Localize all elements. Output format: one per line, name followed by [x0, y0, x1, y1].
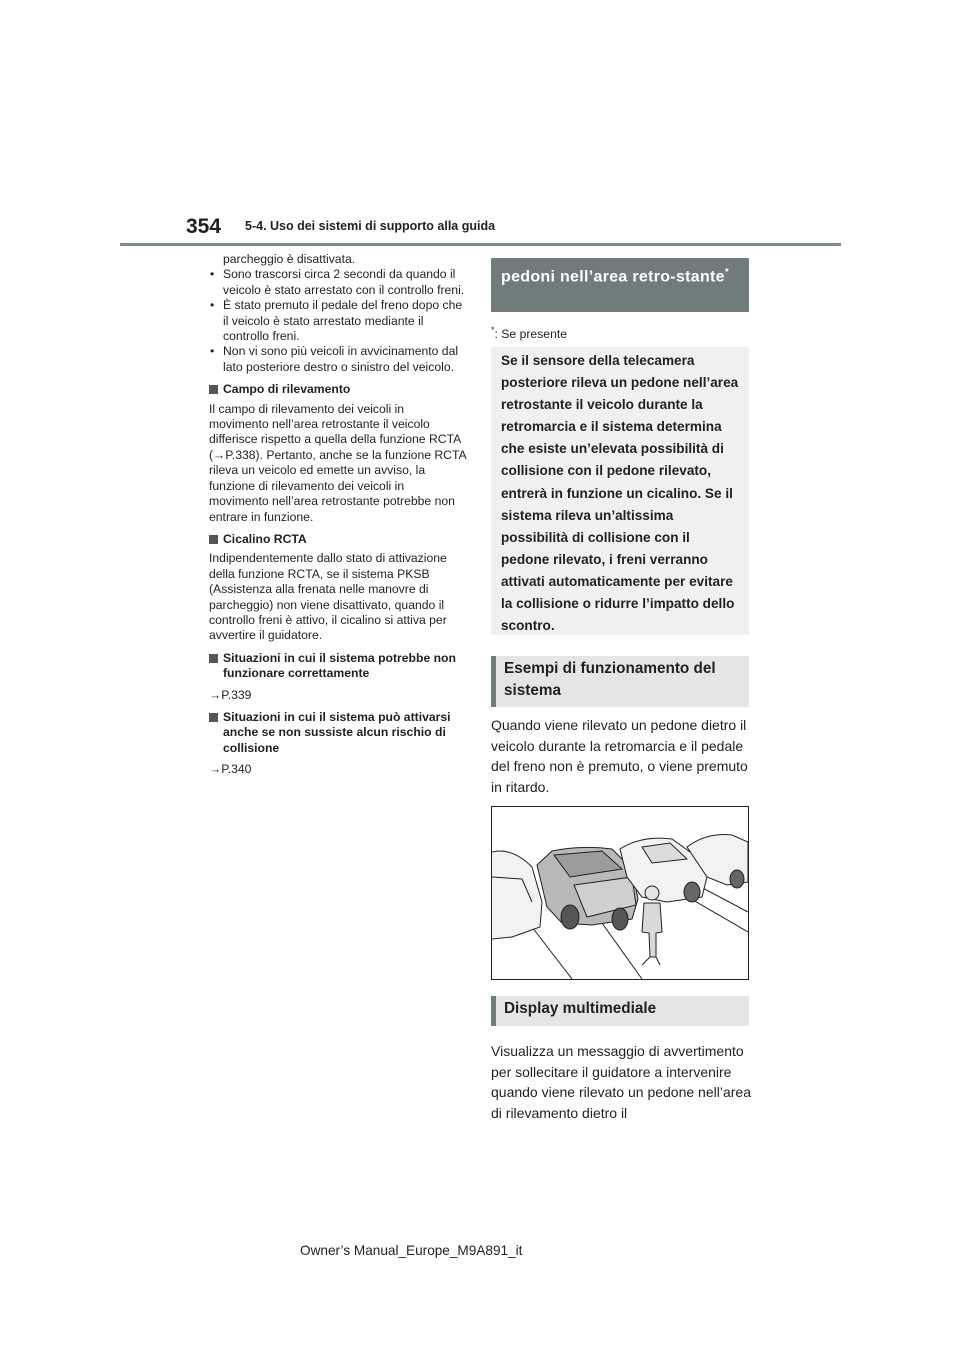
- illustration-pedestrian-behind-vehicle: [491, 806, 749, 980]
- subsection-body: Indipendentemente dallo stato di attivazione della funzione RCTA, se il sistema PKSB (Assistenza alla frenata nelle manovre di parcheggio) non viene disattivato, quando il controllo freni è attivo, il cicalino si attiva per avvertire il guidatore.: [209, 551, 447, 643]
- section-reference: 5-4. Uso dei sistemi di supporto alla guida: [245, 219, 496, 233]
- subsection-heading: Situazioni in cui il sistema può attivarsi anche se non sussiste alcun rischio di collisione: [209, 710, 467, 756]
- subheading-box: Esempi di funzionamento del sistema: [491, 656, 749, 707]
- section-title-box: pedoni nell’area retro-stante*: [491, 258, 749, 312]
- left-column: [209, 252, 467, 778]
- subsection-heading: Cicalino RCTA: [209, 532, 467, 547]
- square-bullet-icon: [209, 713, 218, 722]
- subsection-body: Il campo di rilevamento dei veicoli in movimento nell’area retrostante il veicolo differisce rispetto a quella della funzione RCTA (→P.338). Pertanto, anche se la funzione RCTA rileva un veicolo ed emette un avviso, la funzione di rilevamento dei veicoli in movimento nell’area retrostante potrebbe non entrare in funzione.: [209, 401, 466, 524]
- page-number: 354: [186, 215, 222, 238]
- footnote: *: Se presente: [491, 325, 568, 342]
- subheading-box: Display multimediale: [491, 996, 749, 1026]
- subsection-heading: Campo di rilevamento: [209, 382, 467, 397]
- header-divider: [120, 243, 841, 246]
- continued-text: parcheggio è disattivata.: [223, 252, 356, 266]
- paragraph: Visualizza un messaggio di avvertimento per sollecitare il guidatore a intervenire quando viene rilevato un pedone nell’area di rilevamento dietro il: [491, 1043, 751, 1121]
- square-bullet-icon: [209, 654, 218, 663]
- parking-scene-illustration: [492, 807, 748, 979]
- bullet-item: • Sono trascorsi circa 2 secondi da quando il veicolo è stato arrestato con il controllo freni.: [209, 267, 467, 298]
- page-reference-link[interactable]: →P.340: [209, 762, 252, 777]
- square-bullet-icon: [209, 385, 218, 394]
- square-bullet-icon: [209, 535, 218, 544]
- bullet-item: • Non vi sono più veicoli in avvicinamento dal lato posteriore destro o sinistro del veicolo.: [209, 344, 467, 375]
- page-reference-link[interactable]: →P.339: [209, 687, 252, 702]
- bullet-item: • È stato premuto il pedale del freno dopo che il veicolo è stato arrestato mediante il controllo freni.: [209, 298, 467, 344]
- subsection-heading: Situazioni in cui il sistema potrebbe non funzionare correttamente: [209, 651, 467, 682]
- summary-box: Se il sensore della telecamera posteriore rileva un pedone nell’area retrostante il veicolo durante la retromarcia e il sistema determina che esiste un’elevata possibilità di collisione con il pedone rilevato, entrerà in funzione un cicalino. Se il sistema rileva un’altissima possibilità di collisione con il pedone rilevato, i freni verranno attivati automaticamente per evitare la collisione o ridurre l’impatto dello scontro.: [491, 347, 749, 635]
- footer-document-id: Owner’s Manual_Europe_M9A891_it: [300, 1243, 523, 1258]
- paragraph: Quando viene rilevato un pedone dietro il veicolo durante la retromarcia e il pedale del freno non è premuto, o viene premuto in ritardo.: [491, 717, 748, 795]
